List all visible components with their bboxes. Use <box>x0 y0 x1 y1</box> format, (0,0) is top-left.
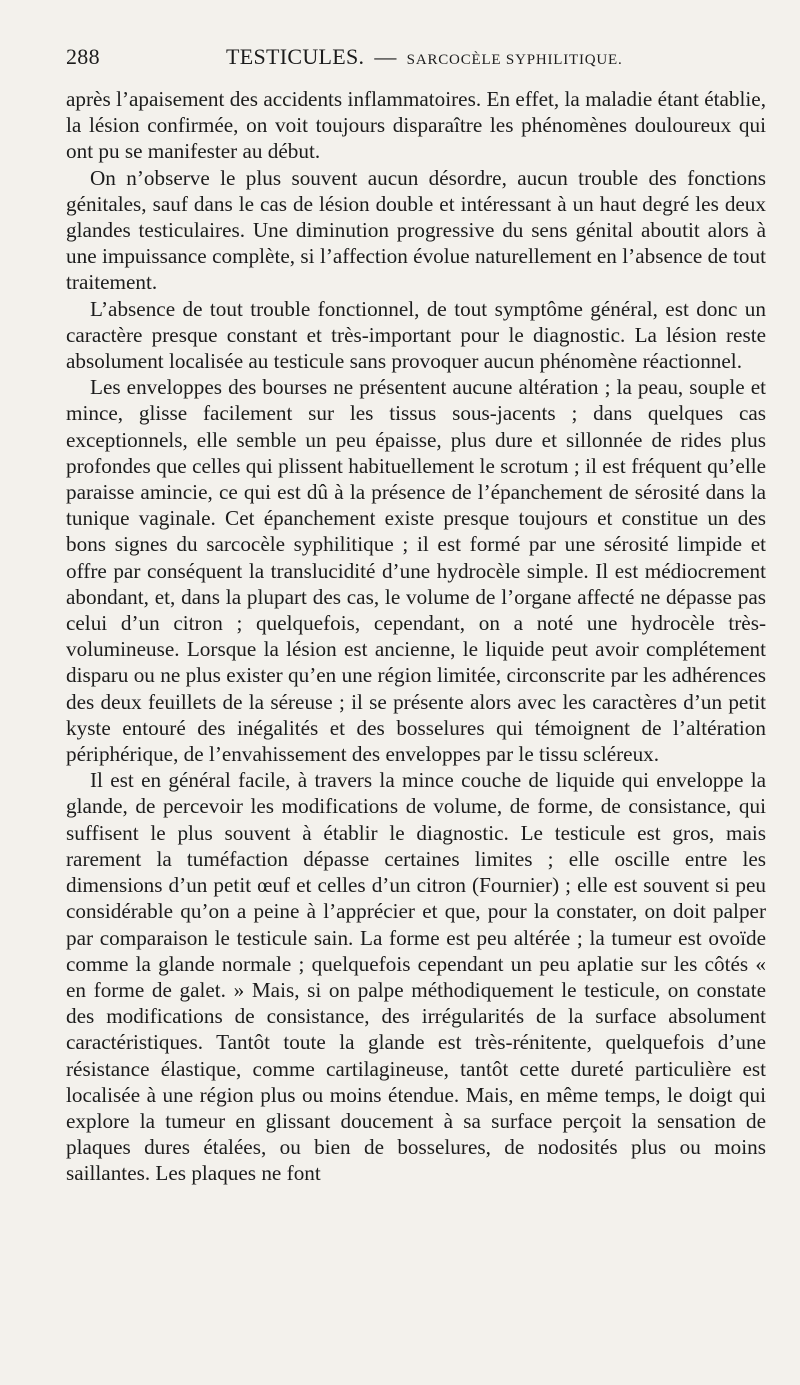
paragraph-continuation: après l’apaisement des accidents inflammatoires. En effet, la maladie étant établie, la lésion confirmée, on voit toujours disparaître les phénomènes douloureux qui ont pu se manifester au début. <box>66 87 766 164</box>
page-number: 288 <box>66 44 100 69</box>
running-title <box>226 40 623 77</box>
running-head <box>66 40 766 74</box>
paragraph: Il est en général facile, à travers la mince couche de liquide qui enveloppe la glande, de percevoir les modifications de volume, de forme, de consistance, qui suffisent le plus souvent à établir le diagnostic. Le testicule est gros, mais rarement la tuméfaction dépasse certaines limites ; elle oscille entre les dimensions d’un petit œuf et celles d’un citron (Fournier) ; elle est souvent si peu considérable qu’on a peine à l’apprécier et que, pour la constater, on doit palper par comparaison le testicule sain. La forme est peu altérée ; la tumeur est ovoïde comme la glande normale ; quelquefois cependant un peu aplatie sur les côtés « en forme de galet. » Mais, si on palpe méthodiquement le testicule, on constate des modifications de consistance, des irrégularités de la surface absolument caractéristiques. Tantôt toute la glande est très-rénitente, quelquefois d’une résistance élastique, comme cartilagineuse, tantôt cette dureté particulière est localisée à une région plus ou moins étendue. Mais, en même temps, le doigt qui explore la tumeur en glissant doucement à sa surface perçoit la sensation de plaques dures étalées, ou bien de bosselures, de nodosités plus ou moins saillantes. Les plaques ne font <box>66 768 766 1186</box>
paragraph: On n’observe le plus souvent aucun désordre, aucun trouble des fonctions génitales, sauf dans le cas de lésion double et intéressant à un haut degré les deux glandes testiculaires. Une diminution progressive du sens génital aboutit alors à une impuissance complète, si l’affection évolue naturellement en l’absence de tout traitement. <box>66 165 766 295</box>
body-text <box>66 86 766 1187</box>
section-title: SARCOCÈLE SYPHILITIQUE. <box>406 52 623 68</box>
paragraph: L’absence de tout trouble fonctionnel, de tout symptôme général, est donc un caractère presque constant et très-important pour le diagnostic. La lésion reste absolument localisée au testicule sans provoquer aucun phénomène réactionnel. <box>66 296 766 374</box>
chapter-title: TESTICULES. <box>226 44 365 69</box>
title-separator: — <box>374 44 397 69</box>
paragraph: Les enveloppes des bourses ne présentent aucune altération ; la peau, souple et mince, glisse facilement sur les tissus sous-jacents ; dans quelques cas exceptionnels, elle semble un peu épaisse, plus dure et sillonnée de rides plus profondes que celles qui plissent habituellement le scrotum ; il est fréquent qu’elle paraisse amincie, ce qui est dû à la présence de l’épanchement de sérosité dans la tunique vaginale. Cet épanchement existe presque toujours et constitue un des bons signes du sarcocèle syphilitique ; il est formé par une sérosité limpide et offre par conséquent la translucidité d’une hydrocèle simple. Il est médiocrement abondant, et, dans la plupart des cas, le volume de l’organe affecté ne dépasse pas celui d’un citron ; quelquefois, cependant, on a noté une hydrocèle très-volumineuse. Lorsque la lésion est ancienne, le liquide peut avoir complétement disparu ou ne plus exister qu’en une région limitée, circonscrite par les adhérences des deux feuillets de la séreuse ; il se présente alors avec les caractères d’un petit kyste entouré des inégalités et des bosselures qui témoignent de l’altération périphérique, de l’envahissement des enveloppes par le tissu scléreux. <box>66 375 766 767</box>
